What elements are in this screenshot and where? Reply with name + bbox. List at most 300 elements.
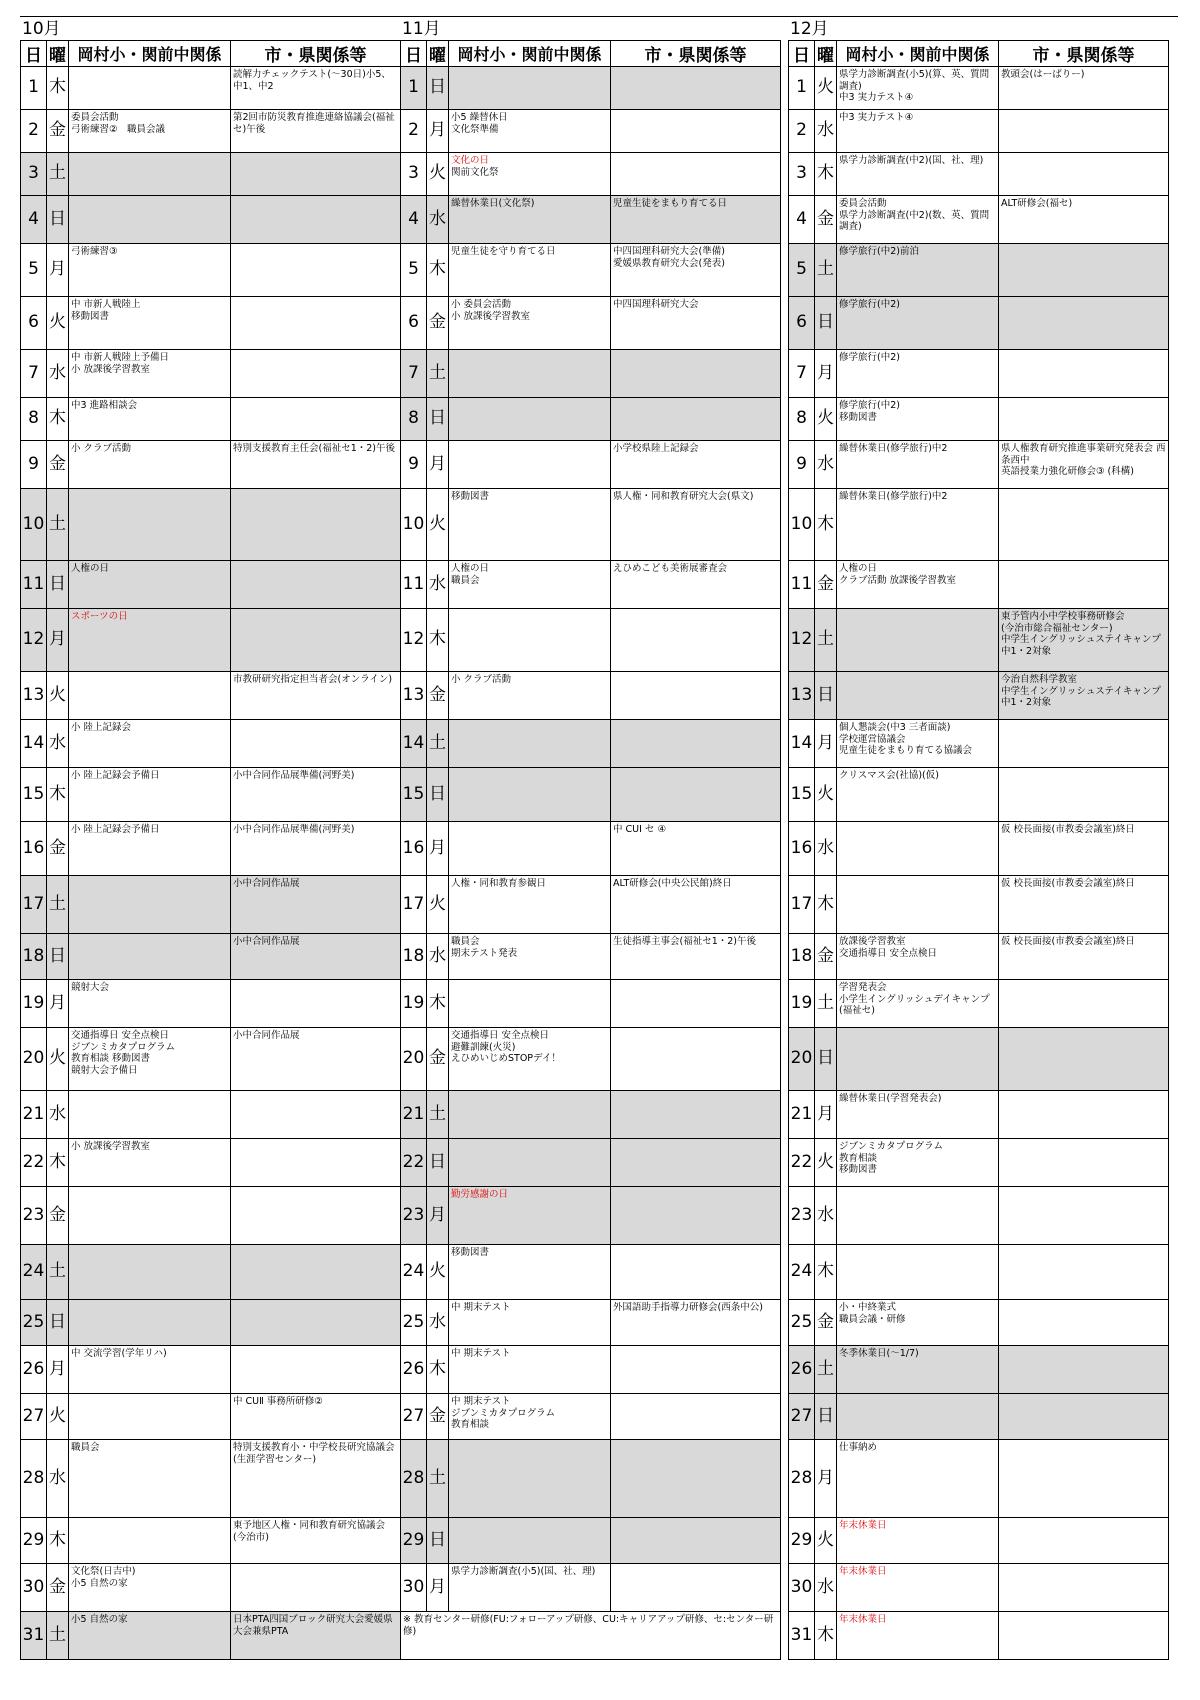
city-events (999, 297, 1169, 350)
school-event: 小 クラブ活動 (451, 674, 512, 685)
city-event: 第2回市防災教育推進連絡協議会(福祉セ)午後 (233, 112, 395, 135)
day-row (21, 1518, 401, 1564)
school-events (69, 1300, 231, 1346)
day-number: 24 (401, 1245, 427, 1300)
day-number: 3 (21, 153, 47, 196)
school-events (449, 768, 611, 822)
school-events (69, 1564, 231, 1612)
day-number: 15 (789, 768, 815, 822)
header-weekday: 曜 (47, 41, 69, 67)
weekday: 日 (47, 934, 69, 980)
day-number: 10 (789, 489, 815, 561)
footnote-row (401, 1612, 781, 1660)
day-row (401, 441, 781, 489)
school-event: 学習発表会 (839, 982, 887, 993)
weekday: 木 (815, 1245, 837, 1300)
day-number: 7 (789, 350, 815, 398)
school-event: 文化の日 (451, 155, 490, 166)
day-number: 21 (21, 1091, 47, 1139)
school-events (837, 1245, 999, 1300)
day-number: 17 (401, 876, 427, 934)
weekday: 日 (47, 561, 69, 609)
day-row (789, 934, 1169, 980)
school-events (837, 441, 999, 489)
city-events (231, 1245, 401, 1300)
school-event: 小 放課後学習教室 (71, 363, 151, 375)
school-events (69, 1440, 231, 1518)
weekday: 火 (47, 672, 69, 720)
weekday: 土 (47, 153, 69, 196)
school-events (69, 1346, 231, 1394)
city-events (611, 1139, 781, 1187)
school-events (69, 876, 231, 934)
day-row (789, 672, 1169, 720)
day-number: 28 (21, 1440, 47, 1518)
school-event: 教育相談 (839, 1152, 878, 1164)
school-event: 繰替休業日(学習発表会) (839, 1093, 942, 1104)
day-row (401, 876, 781, 934)
school-event: 避難訓練(火災) (451, 1041, 516, 1053)
city-events (231, 609, 401, 672)
city-events (611, 934, 781, 980)
school-event: クラブ活動 放課後学習教室 (839, 574, 957, 586)
city-events (231, 196, 401, 244)
day-number: 9 (789, 441, 815, 489)
weekday: 金 (427, 1394, 449, 1440)
weekday: 火 (815, 1518, 837, 1564)
weekday: 土 (815, 609, 837, 672)
school-events (837, 1091, 999, 1139)
city-event: 中四国理科研究大会(準備) (613, 246, 725, 257)
day-row (401, 1518, 781, 1564)
day-number: 17 (21, 876, 47, 934)
weekday: 金 (47, 110, 69, 153)
school-event: ジブンミカタプログラム (71, 1041, 176, 1053)
day-row (789, 1091, 1169, 1139)
day-number: 23 (21, 1187, 47, 1245)
city-events (611, 980, 781, 1028)
school-events (69, 398, 231, 441)
weekday: 月 (815, 720, 837, 768)
day-number: 26 (21, 1346, 47, 1394)
city-event: 中 CUⅠ セ ④ (613, 824, 666, 835)
day-number: 9 (21, 441, 47, 489)
weekday: 水 (815, 822, 837, 876)
weekday: 火 (815, 398, 837, 441)
city-event: 英語授業力強化研修会③ (科構) (1001, 466, 1134, 477)
city-events (999, 441, 1169, 489)
school-events (837, 672, 999, 720)
month-label: 11月 (400, 16, 790, 41)
city-events (999, 1346, 1169, 1394)
day-row (401, 720, 781, 768)
school-event: 中 期末テスト (451, 1396, 511, 1407)
weekday: 火 (427, 489, 449, 561)
school-event: 競射大会 (71, 982, 110, 993)
city-event: 小学校県陸上記録会 (613, 443, 699, 454)
weekday: 日 (815, 297, 837, 350)
school-events (837, 1187, 999, 1245)
day-number: 7 (401, 350, 427, 398)
weekday: 水 (815, 1187, 837, 1245)
day-number: 11 (401, 561, 427, 609)
weekday: 金 (815, 1300, 837, 1346)
day-row (789, 1187, 1169, 1245)
school-event: 県学力診断調査(中2)(国、社、理) (839, 155, 984, 166)
school-event: 県学力診断調査(小5)(算、英、質問調査) (839, 69, 990, 92)
city-event: (今治市総合福祉センター) (1001, 622, 1113, 634)
day-row (789, 350, 1169, 398)
city-event: 教頭会(はーばりー) (1001, 69, 1085, 80)
school-event: 小 陸上記録会予備日 (71, 824, 160, 835)
city-events (231, 1440, 401, 1518)
day-number: 18 (401, 934, 427, 980)
school-events (837, 934, 999, 980)
day-row (401, 934, 781, 980)
day-number: 6 (21, 297, 47, 350)
city-events (999, 1612, 1169, 1660)
city-event: 特別支援教育主任会(福祉セ1・2)午後 (233, 443, 396, 454)
day-number: 14 (21, 720, 47, 768)
day-row (789, 489, 1169, 561)
school-events (449, 609, 611, 672)
school-events (449, 1518, 611, 1564)
day-row (21, 609, 401, 672)
school-events (837, 110, 999, 153)
school-event: 勤労感謝の日 (451, 1189, 509, 1200)
school-events (69, 561, 231, 609)
school-events (69, 1028, 231, 1091)
day-number: 7 (21, 350, 47, 398)
weekday: 金 (47, 1564, 69, 1612)
school-events (449, 822, 611, 876)
city-events (231, 980, 401, 1028)
city-events (231, 876, 401, 934)
weekday: 土 (47, 489, 69, 561)
day-row (789, 980, 1169, 1028)
school-event: 中 市新人戦陸上 (71, 299, 141, 310)
day-row (21, 1028, 401, 1091)
school-events (837, 1518, 999, 1564)
school-events (837, 1346, 999, 1394)
day-number: 29 (21, 1518, 47, 1564)
weekday: 水 (815, 1564, 837, 1612)
day-row (789, 561, 1169, 609)
school-events (449, 110, 611, 153)
school-events (69, 1187, 231, 1245)
weekday: 月 (815, 1440, 837, 1518)
city-event: 市教研研究指定担当者会(オンライン) (233, 674, 393, 685)
city-event: 小中合同作品展準備(河野美) (233, 824, 355, 835)
school-event: 職員会議・研修 (839, 1313, 906, 1325)
school-event: スポーツの日 (71, 611, 128, 622)
weekday: 月 (427, 822, 449, 876)
city-events (231, 1300, 401, 1346)
day-row (21, 1139, 401, 1187)
day-row (789, 1346, 1169, 1394)
school-events (69, 297, 231, 350)
school-event: 修学旅行(中2) (839, 400, 900, 411)
city-events (611, 153, 781, 196)
day-row (789, 720, 1169, 768)
school-event: 修学旅行(中2) (839, 352, 900, 363)
day-row (401, 768, 781, 822)
school-events (837, 67, 999, 110)
school-event: 文化祭準備 (451, 123, 499, 135)
city-events (999, 934, 1169, 980)
city-events (231, 1612, 401, 1660)
day-row (21, 441, 401, 489)
weekday: 木 (47, 1518, 69, 1564)
city-event: 小中合同作品展 (233, 936, 300, 947)
weekday: 月 (47, 1346, 69, 1394)
city-events (611, 67, 781, 110)
school-event: 期末テスト発表 (451, 947, 518, 959)
day-row (789, 441, 1169, 489)
day-number: 20 (21, 1028, 47, 1091)
school-event: 年末休業日 (839, 1614, 887, 1625)
city-events (999, 67, 1169, 110)
day-row (401, 297, 781, 350)
day-row (21, 1300, 401, 1346)
school-event: 職員会 (451, 936, 480, 947)
city-events (611, 350, 781, 398)
day-number: 24 (789, 1245, 815, 1300)
day-number: 26 (401, 1346, 427, 1394)
school-event: 中3 実力テスト④ (839, 92, 914, 103)
school-events (449, 244, 611, 297)
day-number: 10 (401, 489, 427, 561)
day-number: 3 (401, 153, 427, 196)
day-number: 25 (21, 1300, 47, 1346)
day-number: 5 (789, 244, 815, 297)
day-row (21, 1440, 401, 1518)
city-events (231, 244, 401, 297)
weekday: 土 (47, 1245, 69, 1300)
weekday: 金 (427, 672, 449, 720)
city-events (611, 196, 781, 244)
day-number: 9 (401, 441, 427, 489)
school-events (449, 876, 611, 934)
city-events (231, 398, 401, 441)
day-row (21, 110, 401, 153)
city-event: えひめこども美術展審査会 (613, 563, 728, 574)
school-events (69, 720, 231, 768)
day-number: 16 (789, 822, 815, 876)
weekday: 木 (427, 244, 449, 297)
school-event: 人権の日 (839, 563, 878, 574)
day-row (401, 1394, 781, 1440)
city-events (231, 1187, 401, 1245)
month-table (20, 40, 401, 1660)
header-weekday: 曜 (815, 41, 837, 67)
day-number: 30 (789, 1564, 815, 1612)
day-row (401, 350, 781, 398)
school-event: 修学旅行(中2) (839, 299, 900, 310)
school-events (69, 1612, 231, 1660)
header-row (401, 41, 781, 67)
city-events (231, 561, 401, 609)
city-events (611, 561, 781, 609)
school-event: 仕事納め (839, 1442, 878, 1453)
weekday: 土 (815, 244, 837, 297)
city-events (611, 1564, 781, 1612)
city-event: 今治自然科学教室 (1001, 674, 1078, 685)
day-row (401, 1028, 781, 1091)
city-events (999, 1139, 1169, 1187)
city-event: 児童生徒をまもり育てる日 (613, 198, 728, 209)
day-row (21, 297, 401, 350)
day-number: 10 (21, 489, 47, 561)
city-events (611, 297, 781, 350)
school-events (837, 561, 999, 609)
weekday: 日 (815, 1028, 837, 1091)
school-events (837, 720, 999, 768)
day-number: 19 (401, 980, 427, 1028)
school-events (449, 1028, 611, 1091)
weekday: 木 (815, 153, 837, 196)
city-events (611, 1091, 781, 1139)
city-events (999, 1440, 1169, 1518)
weekday: 木 (427, 980, 449, 1028)
day-row (21, 196, 401, 244)
weekday: 土 (47, 1612, 69, 1660)
city-event: 小中合同作品展準備(河野美) (233, 770, 355, 781)
school-events (69, 1518, 231, 1564)
weekday: 木 (47, 67, 69, 110)
header-school: 岡村小・関前中関係 (449, 41, 611, 67)
day-row (789, 1564, 1169, 1612)
weekday: 火 (47, 1028, 69, 1091)
day-number: 21 (789, 1091, 815, 1139)
school-event: ジブンミカタプログラム (839, 1141, 944, 1152)
city-event: 中1・2対象 (1001, 645, 1052, 657)
weekday: 金 (815, 934, 837, 980)
school-events (449, 196, 611, 244)
weekday: 土 (427, 1091, 449, 1139)
city-events (999, 1564, 1169, 1612)
day-number: 6 (789, 297, 815, 350)
day-number: 5 (21, 244, 47, 297)
day-number: 1 (21, 67, 47, 110)
weekday: 日 (427, 398, 449, 441)
day-number: 22 (789, 1139, 815, 1187)
school-event: (福祉セ) (839, 1005, 875, 1016)
day-number: 24 (21, 1245, 47, 1300)
school-event: 児童生徒をまもり育てる協議会 (839, 745, 973, 756)
weekday: 水 (427, 561, 449, 609)
school-events (69, 1139, 231, 1187)
school-event: 小 クラブ活動 (71, 443, 132, 454)
school-events (837, 350, 999, 398)
day-row (789, 609, 1169, 672)
city-events (611, 672, 781, 720)
day-row (789, 768, 1169, 822)
city-events (231, 672, 401, 720)
day-number: 15 (401, 768, 427, 822)
day-number: 31 (21, 1612, 47, 1660)
school-events (837, 297, 999, 350)
school-events (449, 297, 611, 350)
city-events (231, 153, 401, 196)
day-row (401, 196, 781, 244)
weekday: 日 (427, 1139, 449, 1187)
day-row (789, 876, 1169, 934)
day-row (21, 876, 401, 934)
day-number: 23 (789, 1187, 815, 1245)
day-number: 25 (401, 1300, 427, 1346)
city-events (231, 720, 401, 768)
weekday: 土 (815, 980, 837, 1028)
school-event: 小5 自然の家 (71, 1614, 128, 1625)
day-row (789, 110, 1169, 153)
school-events (449, 1564, 611, 1612)
school-events (69, 1245, 231, 1300)
day-row (21, 1346, 401, 1394)
weekday: 月 (815, 1091, 837, 1139)
day-number: 1 (789, 67, 815, 110)
day-row (789, 1300, 1169, 1346)
city-event: 外国語助手指導力研修会(西条中公) (613, 1302, 763, 1313)
school-event: 交通指導日 安全点検日 (71, 1030, 170, 1041)
weekday: 日 (815, 1394, 837, 1440)
day-number: 25 (789, 1300, 815, 1346)
day-number: 5 (401, 244, 427, 297)
day-row (21, 1091, 401, 1139)
city-events (231, 1028, 401, 1091)
city-events (999, 1028, 1169, 1091)
day-row (401, 1300, 781, 1346)
weekday: 木 (815, 876, 837, 934)
day-row (401, 980, 781, 1028)
city-events (231, 1091, 401, 1139)
city-event: 仮 校長面接(市教委会議室)終日 (1001, 824, 1135, 835)
day-number: 16 (401, 822, 427, 876)
weekday: 水 (47, 1091, 69, 1139)
school-events (449, 934, 611, 980)
day-row (21, 1245, 401, 1300)
day-number: 15 (21, 768, 47, 822)
city-events (999, 1394, 1169, 1440)
day-number: 18 (789, 934, 815, 980)
school-events (449, 980, 611, 1028)
day-row (789, 398, 1169, 441)
day-row (789, 1440, 1169, 1518)
weekday: 月 (47, 980, 69, 1028)
city-events (999, 720, 1169, 768)
school-events (837, 822, 999, 876)
day-row (21, 672, 401, 720)
school-event: えひめいじめSTOPデイ！ (451, 1053, 561, 1064)
city-events (999, 672, 1169, 720)
day-row (401, 1564, 781, 1612)
weekday: 日 (427, 1518, 449, 1564)
day-number: 19 (789, 980, 815, 1028)
day-row (789, 1394, 1169, 1440)
city-events (231, 441, 401, 489)
day-number: 11 (789, 561, 815, 609)
weekday: 火 (427, 153, 449, 196)
weekday: 金 (427, 1028, 449, 1091)
weekday: 金 (47, 441, 69, 489)
city-event: 県人権・同和教育研究大会(県文) (613, 491, 754, 502)
school-events (837, 1139, 999, 1187)
day-number: 23 (401, 1187, 427, 1245)
day-row (401, 244, 781, 297)
school-events (69, 244, 231, 297)
header-row (21, 41, 401, 67)
day-number: 26 (789, 1346, 815, 1394)
